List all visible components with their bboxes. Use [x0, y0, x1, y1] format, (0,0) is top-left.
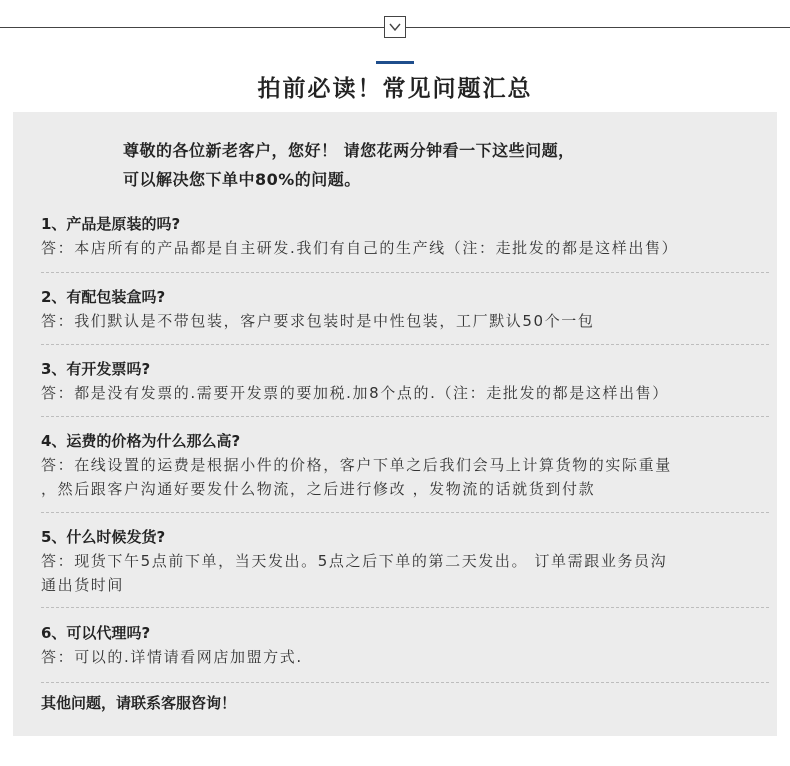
- title-accent-bar: [376, 61, 414, 64]
- faq-question: 3、有开发票吗?: [41, 360, 151, 378]
- faq-separator: [41, 607, 769, 608]
- faq-separator: [41, 272, 769, 273]
- faq-answer: 答：本店所有的产品都是自主研发.我们有自己的生产线（注：走批发的都是这样出售）: [41, 239, 679, 257]
- faq-answer: 答：可以的.详情请看网店加盟方式.: [41, 648, 303, 666]
- intro-line-1: 尊敬的各位新老客户，您好！ 请您花两分钟看一下这些问题，: [123, 141, 575, 160]
- chevron-down-icon-glyph: [389, 23, 401, 31]
- faq-separator: [41, 682, 769, 683]
- faq-item-4: [41, 429, 759, 501]
- faq-question: 4、运费的价格为什么那么高?: [41, 432, 241, 450]
- header-divider-right: [406, 27, 790, 28]
- header-divider-left: [0, 27, 384, 28]
- faq-answer-cont: ，然后跟客户沟通好要发什么物流，之后进行修改 ，发物流的话就货到付款: [41, 480, 596, 498]
- faq-answer: 答：在线设置的运费是根据小件的价格，客户下单之后我们会马上计算货物的实际重量: [41, 456, 672, 474]
- chevron-down-icon: [384, 16, 406, 38]
- faq-answer: 答：都是没有发票的.需要开发票的要加税.加8个点的.（注：走批发的都是这样出售）: [41, 384, 669, 402]
- faq-item-3: [41, 357, 759, 405]
- faq-item-2: [41, 285, 759, 333]
- faq-question: 6、可以代理吗?: [41, 624, 151, 642]
- faq-separator: [41, 344, 769, 345]
- faq-answer: 答：现货下午5点前下单，当天发出。5点之后下单的第二天发出。 订单需跟业务员沟: [41, 552, 668, 570]
- intro-line-2: 可以解决您下单中80%的问题。: [123, 170, 361, 189]
- intro-text: [123, 136, 743, 194]
- faq-separator: [41, 416, 769, 417]
- faq-panel: [13, 112, 777, 736]
- faq-item-6: [41, 621, 759, 669]
- faq-question: 2、有配包装盒吗?: [41, 288, 166, 306]
- faq-separator: [41, 512, 769, 513]
- faq-answer-cont: 通出货时间: [41, 576, 125, 594]
- faq-answer: 答：我们默认是不带包装，客户要求包装时是中性包装，工厂默认50个一包: [41, 312, 595, 330]
- faq-question: 5、什么时候发货?: [41, 528, 166, 546]
- page-title: 拍前必读！常见问题汇总: [257, 76, 533, 102]
- faq-question: 1、产品是原装的吗?: [41, 215, 181, 233]
- faq-item-1: [41, 212, 759, 260]
- faq-item-5: [41, 525, 759, 597]
- closing-note: 其他问题，请联系客服咨询！: [41, 694, 237, 712]
